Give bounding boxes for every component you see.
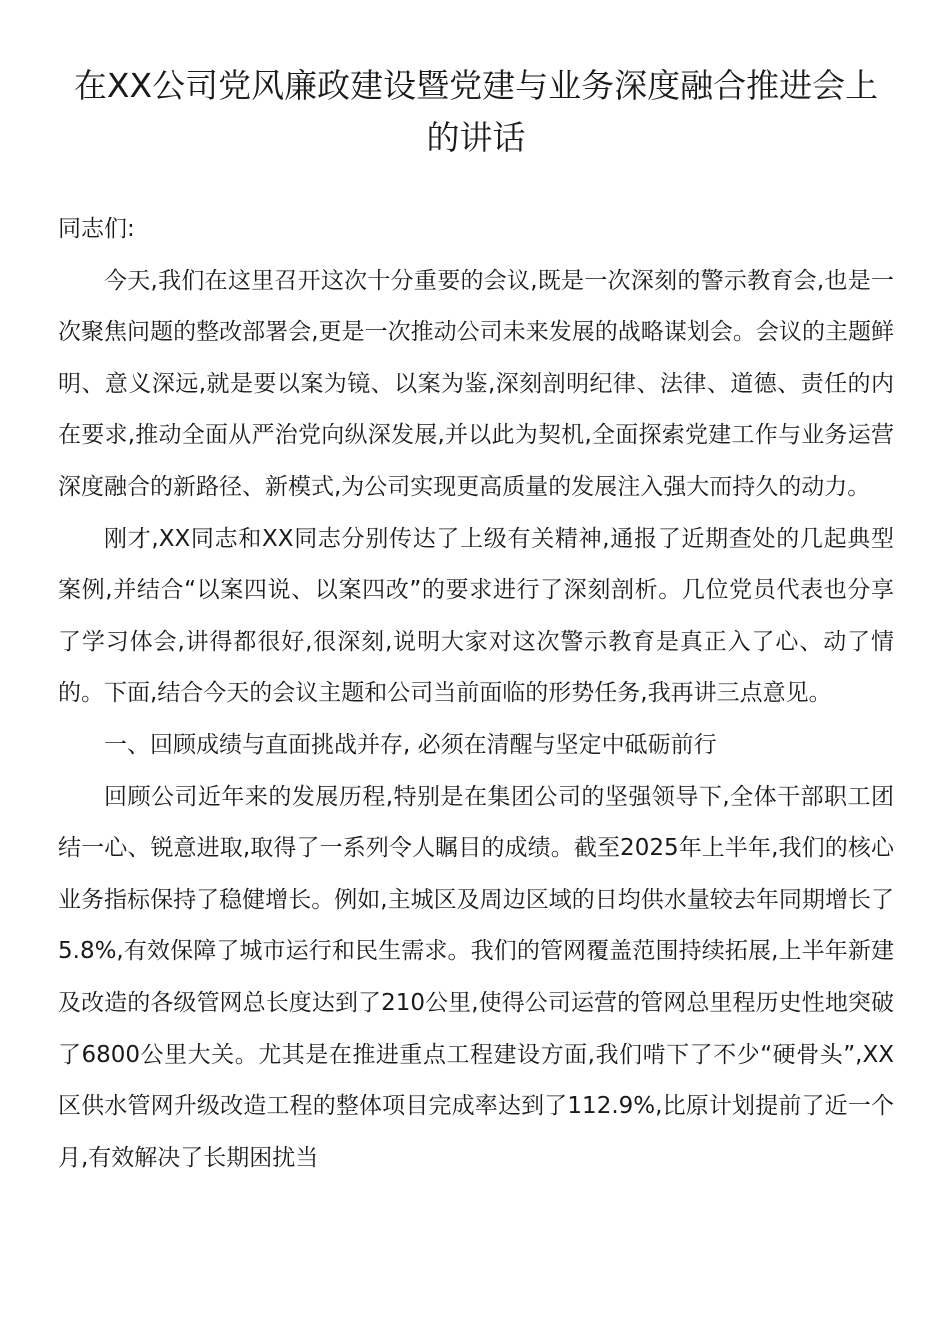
salutation: 同志们: [58,216,135,242]
paragraph-opening: 今天,我们在这里召开这次十分重要的会议,既是一次深刻的警示教育会,也是一次聚焦问题的整改部署会,更是一次推动公司未来发展的战略谋划会。会议的主题鲜明、意义深远,就是要以案为镜、以案为鉴,深刻剖明纪律、法律、道德、责任的内在要求,推动全面从严治党向纵深发展,并以此为契机,全面探索党建工作与业务运营深度融合的新路径、新模式,为公司实现更高质量的发展注入强大而持久的动力。 [58,267,894,500]
paragraph-achievements: 回顾公司近年来的发展历程,特别是在集团公司的坚强领导下,全体干部职工团结一心、锐意进取,取得了一系列令人瞩目的成绩。截至2025年上半年,我们的核心业务指标保持了稳健增长。例如,主城区及周边区域的日均供水量较去年同期增长了5.8%,有效保障了城市运行和民生需求。我们的管网覆盖范围持续拓展,上半年新建及改造的各级管网总长度达到了210公里,使得公司运营的管网总里程历史性地突破了6800公里大关。尤其是在推进重点工程建设方面,我们啃下了不少“硬骨头”,XX区供水管网升级改造工程的整体项目完成率达到了112.9%,比原计划提前了近一个月,有效解决了长期困扰当 [58,783,894,1171]
document-title: 在XX公司党风廉政建设暨党建与业务深度融合推进会上的讲话 [73,66,879,157]
section-heading: 一、回顾成绩与直面挑战并存, 必须在清醒与坚定中砥砺前行 [104,731,717,758]
paragraph-review: 刚才,XX同志和XX同志分别传达了上级有关精神,通报了近期查处的几起典型案例,并结合“以案四说、以案四改”的要求进行了深刻剖析。几位党员代表也分享了学习体会,讲得都很好,很深刻,说明大家对这次警示教育是真正入了心、动了情的。下面,结合今天的会议主题和公司当前面临的形势任务,我再讲三点意见。 [58,525,894,707]
